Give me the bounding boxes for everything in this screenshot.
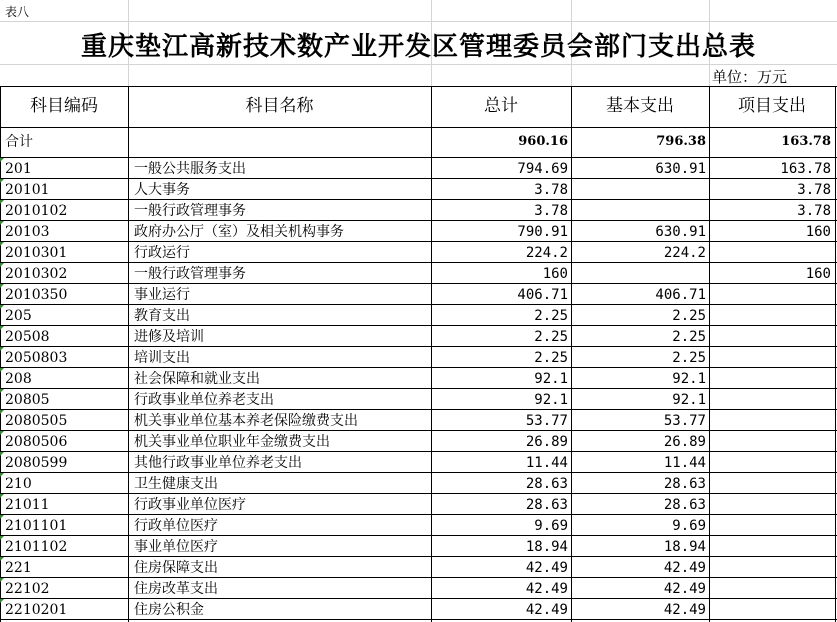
cell-code[interactable]: 2010102 — [5, 203, 68, 219]
cell-name[interactable]: 社会保障和就业支出 — [134, 371, 260, 387]
cell-code[interactable]: 20101 — [5, 182, 50, 198]
cell-name[interactable]: 事业运行 — [134, 287, 190, 303]
cell-code[interactable]: 22102 — [5, 581, 50, 597]
table-row — [0, 284, 837, 305]
cell-code[interactable]: 205 — [5, 308, 32, 324]
cell-total[interactable]: 18.94 — [525, 539, 568, 555]
cell-marker-icon — [0, 578, 4, 582]
cell-basic[interactable]: 92.1 — [672, 392, 706, 408]
header-name[interactable]: 科目名称 — [245, 96, 314, 116]
cell-name[interactable]: 人大事务 — [134, 182, 190, 198]
cell-name[interactable]: 事业单位医疗 — [134, 539, 218, 555]
cell-name[interactable]: 一般行政管理事务 — [134, 203, 246, 219]
cell-code[interactable]: 2080599 — [5, 455, 68, 471]
cell-marker-icon — [0, 221, 4, 225]
page-title[interactable]: 重庆垫江高新技术数产业开发区管理委员会部门支出总表 — [80, 32, 756, 62]
cell-project[interactable]: 160 — [805, 266, 831, 282]
cell-marker-icon — [0, 179, 4, 183]
cell-basic[interactable]: 42.49 — [663, 560, 706, 576]
table-row — [0, 494, 837, 515]
cell-project[interactable] — [710, 599, 831, 620]
header-project[interactable]: 项目支出 — [738, 96, 806, 116]
total-label[interactable]: 合计 — [5, 134, 33, 150]
table-row — [0, 326, 837, 347]
cell-marker-icon — [0, 536, 4, 540]
table-row — [0, 263, 837, 284]
cell-total[interactable]: 790.91 — [517, 224, 568, 240]
cell-basic[interactable]: 18.94 — [663, 539, 706, 555]
total-total[interactable]: 960.16 — [518, 134, 568, 149]
cell-basic[interactable] — [572, 200, 706, 221]
table-row — [0, 221, 837, 242]
cell-project[interactable] — [710, 494, 831, 515]
cell-marker-icon — [0, 599, 4, 603]
cell-code[interactable]: 2010302 — [5, 266, 68, 282]
sheet-tag[interactable]: 表八 — [5, 5, 30, 19]
header-basic[interactable]: 基本支出 — [606, 96, 674, 116]
cell-basic[interactable] — [572, 263, 706, 284]
unit-label[interactable]: 单位：万元 — [712, 68, 788, 86]
cell-marker-icon — [0, 263, 4, 267]
cell-project[interactable] — [710, 242, 831, 263]
row-divider — [0, 619, 837, 620]
cell-code[interactable]: 2080506 — [5, 434, 68, 450]
cell-marker-icon — [0, 347, 4, 351]
cell-name[interactable]: 一般公共服务支出 — [134, 161, 246, 177]
cell-marker-icon — [0, 284, 4, 288]
cell-marker-icon — [0, 242, 4, 246]
cell-name[interactable]: 卫生健康支出 — [134, 476, 218, 492]
cell-project[interactable] — [710, 557, 831, 578]
cell-basic[interactable]: 224.2 — [663, 245, 706, 261]
gridline — [0, 21, 837, 22]
cell-basic[interactable]: 11.44 — [663, 455, 706, 471]
cell-project[interactable] — [710, 452, 831, 473]
cell-code[interactable]: 208 — [5, 371, 32, 387]
cell-basic[interactable]: 28.63 — [663, 476, 706, 492]
cell-code[interactable]: 2101101 — [5, 518, 68, 534]
table-row — [0, 536, 837, 557]
cell-name[interactable]: 其他行政事业单位养老支出 — [134, 455, 302, 471]
cell-marker-icon — [0, 515, 4, 519]
cell-total[interactable]: 2.25 — [534, 350, 568, 366]
table-row — [0, 578, 837, 599]
table-row — [0, 431, 837, 452]
cell-project[interactable] — [710, 410, 831, 431]
cell-basic[interactable]: 42.49 — [663, 602, 706, 618]
cell-total[interactable]: 28.63 — [525, 497, 568, 513]
cell-total[interactable]: 28.63 — [525, 476, 568, 492]
cell-name[interactable]: 行政事业单位医疗 — [134, 497, 246, 513]
cell-name[interactable]: 机关事业单位基本养老保险缴费支出 — [134, 413, 358, 429]
cell-total[interactable]: 92.1 — [534, 371, 568, 387]
cell-code[interactable]: 2101102 — [5, 539, 68, 555]
cell-basic[interactable]: 2.25 — [672, 308, 706, 324]
cell-marker-icon — [0, 452, 4, 456]
cell-project[interactable] — [710, 368, 831, 389]
cell-name[interactable]: 一般行政管理事务 — [134, 266, 246, 282]
cell-project[interactable] — [710, 326, 831, 347]
cell-name[interactable]: 住房保障支出 — [134, 560, 218, 576]
cell-marker-icon — [0, 200, 4, 204]
cell-project[interactable]: 3.78 — [797, 203, 831, 219]
table-row — [0, 158, 837, 179]
cell-total[interactable]: 53.77 — [525, 413, 568, 429]
cell-basic[interactable]: 42.49 — [663, 581, 706, 597]
cell-code[interactable]: 2050803 — [5, 350, 68, 366]
cell-total[interactable]: 224.2 — [525, 245, 568, 261]
cell-name[interactable]: 机关事业单位职业年金缴费支出 — [134, 434, 330, 450]
cell-code[interactable]: 20508 — [5, 329, 50, 345]
cell-marker-icon — [0, 389, 4, 393]
cell-total[interactable]: 42.49 — [525, 560, 568, 576]
cell-code[interactable]: 20805 — [5, 392, 50, 408]
table-row — [0, 200, 837, 221]
cell-code[interactable]: 20103 — [5, 224, 50, 240]
cell-marker-icon — [0, 431, 4, 435]
cell-basic[interactable]: 630.91 — [655, 224, 706, 240]
cell-basic[interactable]: 92.1 — [672, 371, 706, 387]
cell-project[interactable] — [710, 347, 831, 368]
table-row — [0, 473, 837, 494]
table-row — [0, 347, 837, 368]
cell-basic[interactable]: 9.69 — [672, 518, 706, 534]
cell-basic[interactable]: 53.77 — [663, 413, 706, 429]
cell-name[interactable]: 住房改革支出 — [134, 581, 218, 597]
cell-project[interactable] — [710, 578, 831, 599]
total-project[interactable]: 163.78 — [781, 134, 831, 149]
cell-marker-icon — [0, 326, 4, 330]
gridline — [0, 64, 837, 65]
cell-project[interactable] — [710, 515, 831, 536]
cell-name[interactable]: 行政单位医疗 — [134, 518, 218, 534]
cell-name[interactable]: 住房公积金 — [134, 602, 204, 618]
table-row — [0, 410, 837, 431]
cell-project[interactable]: 160 — [805, 224, 831, 240]
cell-total[interactable]: 406.71 — [517, 287, 568, 303]
table-row — [0, 305, 837, 326]
header-total[interactable]: 总计 — [484, 96, 518, 116]
table-row — [0, 389, 837, 410]
cell-marker-icon — [0, 494, 4, 498]
table-row — [0, 599, 837, 620]
cell-code[interactable]: 2210201 — [5, 602, 68, 618]
cell-basic[interactable]: 2.25 — [672, 350, 706, 366]
cell-total[interactable]: 2.25 — [534, 329, 568, 345]
cell-marker-icon — [0, 305, 4, 309]
cell-total[interactable]: 11.44 — [525, 455, 568, 471]
cell-total[interactable]: 3.78 — [534, 182, 568, 198]
cell-name[interactable]: 教育支出 — [134, 308, 190, 324]
cell-project[interactable] — [710, 284, 831, 305]
cell-name[interactable]: 进修及培训 — [134, 329, 204, 345]
cell-marker-icon — [0, 368, 4, 372]
table-row — [0, 452, 837, 473]
cell-basic[interactable] — [572, 179, 706, 200]
cell-total[interactable]: 92.1 — [534, 392, 568, 408]
cell-basic[interactable]: 406.71 — [655, 287, 706, 303]
total-row — [0, 127, 837, 157]
cell-total[interactable]: 9.69 — [534, 518, 568, 534]
table-row — [0, 368, 837, 389]
cell-marker-icon — [0, 158, 4, 162]
cell-project[interactable]: 163.78 — [780, 161, 831, 177]
cell-code[interactable]: 210 — [5, 476, 32, 492]
cell-name[interactable]: 培训支出 — [134, 350, 190, 366]
cell-name[interactable]: 行政运行 — [134, 245, 190, 261]
cell-basic[interactable]: 26.89 — [663, 434, 706, 450]
cell-total[interactable]: 794.69 — [517, 161, 568, 177]
cell-total[interactable]: 3.78 — [534, 203, 568, 219]
table-row — [0, 515, 837, 536]
cell-project[interactable] — [710, 305, 831, 326]
cell-total[interactable]: 160 — [542, 266, 568, 282]
cell-code[interactable]: 2010350 — [5, 287, 68, 303]
cell-project[interactable]: 3.78 — [797, 182, 831, 198]
cell-project[interactable] — [710, 431, 831, 452]
cell-project[interactable] — [710, 389, 831, 410]
cell-total[interactable]: 42.49 — [525, 581, 568, 597]
cell-code[interactable]: 201 — [5, 161, 32, 177]
cell-basic[interactable]: 630.91 — [655, 161, 706, 177]
cell-project[interactable] — [710, 473, 831, 494]
cell-name[interactable]: 政府办公厅（室）及相关机构事务 — [134, 224, 344, 240]
cell-project[interactable] — [710, 536, 831, 557]
cell-basic[interactable]: 28.63 — [663, 497, 706, 513]
cell-code[interactable]: 2010301 — [5, 245, 68, 261]
cell-basic[interactable]: 2.25 — [672, 329, 706, 345]
cell-total[interactable]: 2.25 — [534, 308, 568, 324]
cell-code[interactable]: 221 — [5, 560, 32, 576]
cell-marker-icon — [0, 473, 4, 477]
header-code[interactable]: 科目编码 — [30, 96, 98, 116]
total-basic[interactable]: 796.38 — [656, 134, 706, 149]
table-row — [0, 242, 837, 263]
cell-marker-icon — [0, 410, 4, 414]
cell-code[interactable]: 21011 — [5, 497, 50, 513]
cell-marker-icon — [0, 557, 4, 561]
cell-code[interactable]: 2080505 — [5, 413, 68, 429]
table-row — [0, 179, 837, 200]
cell-name[interactable]: 行政事业单位养老支出 — [134, 392, 274, 408]
cell-total[interactable]: 26.89 — [525, 434, 568, 450]
cell-total[interactable]: 42.49 — [525, 602, 568, 618]
table-row — [0, 557, 837, 578]
